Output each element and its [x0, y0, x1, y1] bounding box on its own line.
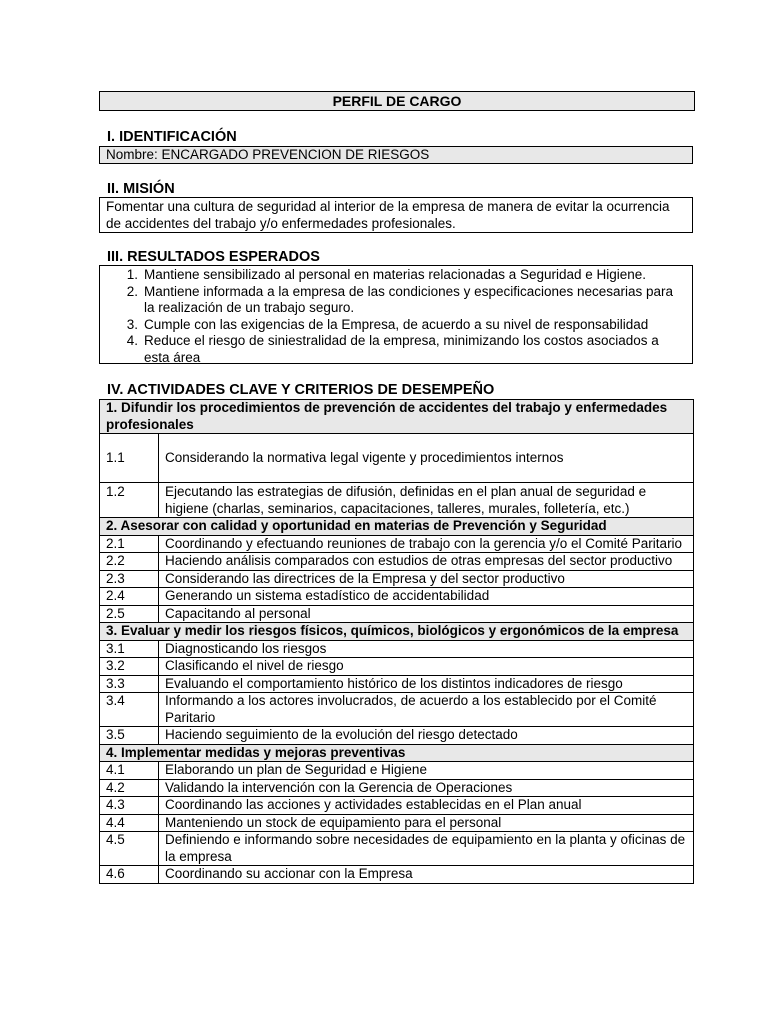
- table-row: [100, 814, 694, 832]
- section-heading-mision: II. MISIÓN: [107, 181, 175, 197]
- row-number: 3.4: [100, 693, 159, 727]
- table-row: [100, 588, 694, 606]
- row-text: Capacitando al personal: [159, 605, 694, 623]
- row-number: 3.5: [100, 727, 159, 745]
- section-title: 3. Evaluar y medir los riesgos físicos, químicos, biológicos y ergonómicos de la empresa: [100, 623, 694, 641]
- row-number: 4.4: [100, 814, 159, 832]
- nombre-field: Nombre: ENCARGADO PREVENCION DE RIESGOS: [99, 146, 693, 164]
- row-text: Ejecutando las estrategias de difusión, definidas en el plan anual de seguridad e higiene (charlas, seminarios, capacitaciones, talleres, murales, folletería, etc.): [159, 483, 694, 518]
- row-number: 2.4: [100, 588, 159, 606]
- row-text: Clasificando el nivel de riesgo: [159, 658, 694, 676]
- resultados-list: [106, 267, 686, 366]
- table-row: [100, 675, 694, 693]
- list-item: [106, 333, 686, 366]
- resultados-box: [99, 265, 693, 364]
- table-row: [100, 797, 694, 815]
- table-row: [100, 535, 694, 553]
- list-item-text: Reduce el riesgo de siniestralidad de la empresa, minimizando los costos asociados a esta área: [144, 333, 659, 365]
- row-text: Haciendo análisis comparados con estudios de otras empresas del sector productivo: [159, 553, 694, 571]
- row-number: 4.5: [100, 832, 159, 866]
- section-heading-identificacion: I. IDENTIFICACIÓN: [107, 129, 237, 145]
- row-text: Coordinando su accionar con la Empresa: [159, 866, 694, 884]
- mision-text: Fomentar una cultura de seguridad al interior de la empresa de manera de evitar la ocurrencia de accidentes del trabajo y/o enfermedades profesionales.: [99, 197, 693, 233]
- list-item-text: Cumple con las exigencias de la Empresa, de acuerdo a su nivel de responsabilidad: [144, 316, 649, 332]
- row-text: Definiendo e informando sobre necesidades de equipamiento en la planta y oficinas de la empresa: [159, 832, 694, 866]
- row-text: Coordinando las acciones y actividades establecidas en el Plan anual: [159, 797, 694, 815]
- table-row: [100, 693, 694, 727]
- row-text: Informando a los actores involucrados, de acuerdo a los establecido por el Comité Paritario: [159, 693, 694, 727]
- row-number: 1.1: [100, 434, 159, 483]
- list-item-text: Mantiene sensibilizado al personal en materias relacionadas a Seguridad e Higiene.: [144, 267, 647, 282]
- list-item-number: 4.: [126, 333, 138, 348]
- table-row: [100, 866, 694, 884]
- table-row: [100, 570, 694, 588]
- list-item: [106, 284, 686, 317]
- list-item: [106, 267, 686, 284]
- row-text: Considerando la normativa legal vigente y procedimientos internos: [159, 434, 694, 483]
- row-number: 4.2: [100, 779, 159, 797]
- list-item-number: 2.: [126, 283, 138, 299]
- table-row: [100, 483, 694, 518]
- row-number: 4.1: [100, 762, 159, 780]
- row-text: Evaluando el comportamiento histórico de los distintos indicadores de riesgo: [159, 675, 694, 693]
- row-number: 2.2: [100, 553, 159, 571]
- row-number: 1.2: [100, 483, 159, 518]
- section-heading-actividades: IV. ACTIVIDADES CLAVE Y CRITERIOS DE DESEMPEÑO: [107, 382, 495, 398]
- table-row: [100, 658, 694, 676]
- section-title: 2. Asesorar con calidad y oportunidad en materias de Prevención y Seguridad: [100, 518, 694, 536]
- table-row: [100, 434, 694, 483]
- row-text: Generando un sistema estadístico de accidentabilidad: [159, 588, 694, 606]
- list-item-number: 3.: [126, 316, 138, 332]
- table-row: [100, 640, 694, 658]
- table-section-header: [100, 623, 694, 641]
- table-row: [100, 727, 694, 745]
- row-text: Validando la intervención con la Gerencia de Operaciones: [159, 779, 694, 797]
- table-section-header: [100, 518, 694, 536]
- row-text: Coordinando y efectuando reuniones de trabajo con la gerencia y/o el Comité Paritario: [159, 535, 694, 553]
- section-heading-resultados: III. RESULTADOS ESPERADOS: [107, 249, 320, 265]
- table-row: [100, 762, 694, 780]
- list-item: [106, 317, 686, 334]
- row-text: Elaborando un plan de Seguridad e Higiene: [159, 762, 694, 780]
- table-row: [100, 779, 694, 797]
- table-section-header: [100, 400, 694, 434]
- row-text: Manteniendo un stock de equipamiento para el personal: [159, 814, 694, 832]
- section-title: 1. Difundir los procedimientos de prevención de accidentes del trabajo y enfermedades profesionales: [100, 400, 694, 434]
- row-number: 3.3: [100, 675, 159, 693]
- list-item-number: 1.: [126, 267, 138, 282]
- table-section-header: [100, 744, 694, 762]
- section-title: 4. Implementar medidas y mejoras preventivas: [100, 744, 694, 762]
- row-text: Diagnosticando los riesgos: [159, 640, 694, 658]
- list-item-text: Mantiene informada a la empresa de las condiciones y especificaciones necesarias para la realización de un trabajo seguro.: [144, 283, 674, 315]
- table-row: [100, 605, 694, 623]
- row-number: 4.3: [100, 797, 159, 815]
- document-title: PERFIL DE CARGO: [99, 91, 695, 111]
- row-number: 4.6: [100, 866, 159, 884]
- table-row: [100, 832, 694, 866]
- row-text: Considerando las directrices de la Empresa y del sector productivo: [159, 570, 694, 588]
- row-number: 2.1: [100, 535, 159, 553]
- row-number: 2.5: [100, 605, 159, 623]
- actividades-table: [99, 399, 694, 884]
- row-number: 3.1: [100, 640, 159, 658]
- row-number: 3.2: [100, 658, 159, 676]
- row-number: 2.3: [100, 570, 159, 588]
- table-row: [100, 553, 694, 571]
- row-text: Haciendo seguimiento de la evolución del riesgo detectado: [159, 727, 694, 745]
